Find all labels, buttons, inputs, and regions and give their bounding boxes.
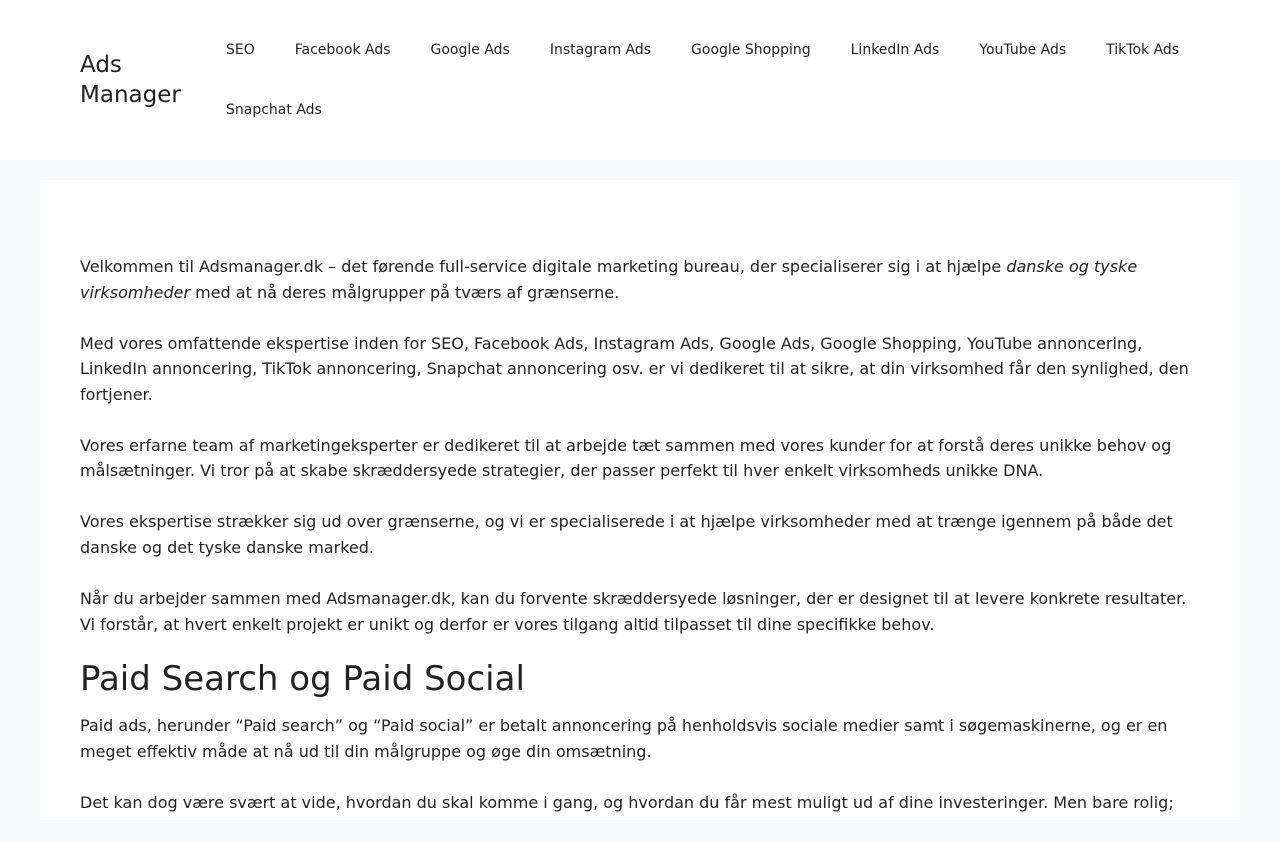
body-paragraph: Paid ads, herunder “Paid search” og “Paid social” er betalt annoncering på henholdsvis sociale medier samt i søgemaskinerne, og er en meget effektiv måde at nå ud til din målgruppe og øge din omsætning. [80, 716, 1168, 762]
intro-paragraph [80, 254, 1205, 305]
intro-emphasis: danske og tyske virksomheder [80, 257, 1138, 302]
nav-item-seo[interactable]: SEO [226, 42, 255, 58]
nav-item-tiktok-ads[interactable]: TikTok Ads [1106, 42, 1180, 58]
intro-text-end: med at nå deres målgrupper på tværs af grænserne. [190, 282, 620, 302]
nav-item-instagram-ads[interactable]: Instagram Ads [549, 42, 652, 58]
nav-list-item [1086, 20, 1199, 80]
intro-text-start: Velkommen til Adsmanager.dk – det førende full-service digitale marketing bureau, der specialiserer sig i at hjælpe [80, 257, 1007, 276]
nav-item-facebook-ads[interactable]: Facebook Ads [294, 42, 391, 58]
body-paragraph: Det kan dog være svært at vide, hvordan du skal komme i gang, og hvordan du får mest muligt ud af dine investeringer. Men bare rolig; [80, 793, 1174, 813]
nav-item-linkedin-ads[interactable]: LinkedIn Ads [850, 42, 940, 58]
body-paragraph: Med vores omfattende ekspertise inden for SEO, Facebook Ads, Instagram Ads, Google Ads, Google Shopping, YouTube annoncering, LinkedIn annoncering, TikTok annoncering, Snapchat annoncering osv. er vi dedikeret til at sikre, at din virksomhed får den synlighed, den fortjener. [80, 333, 1189, 404]
nav-item-google-ads[interactable]: Google Ads [430, 42, 510, 58]
nav-list-item [206, 80, 342, 140]
site-header [0, 0, 1280, 160]
nav-list-item [831, 20, 960, 80]
nav-item-snapchat-ads[interactable]: Snapchat Ads [226, 102, 322, 118]
main-navigation [206, 20, 1206, 140]
nav-list-item [959, 20, 1086, 80]
nav-item-google-shopping[interactable]: Google Shopping [691, 42, 811, 58]
nav-list-item [671, 20, 831, 80]
nav-list-item [275, 20, 411, 80]
content-card [40, 180, 1240, 820]
nav-list [206, 20, 1206, 140]
body-paragraph: Vores ekspertise strækker sig ud over grænserne, og vi er specialiserede i at hjælpe virksomheder med at trænge igennem på både det danske og det tyske danske marked. [80, 512, 1173, 557]
nav-list-item [530, 20, 671, 80]
nav-item-youtube-ads[interactable]: YouTube Ads [979, 42, 1067, 58]
body-paragraph: Vores erfarne team af marketingeksperter er dedikeret til at arbejde tæt sammen med vores kunder for at forstå deres unikke behov og målsætninger. Vi tror på at skabe skræddersyede strategier, der passer perfekt til hver enkelt virksomheds unikke DNA. [80, 435, 1172, 481]
nav-list-item [206, 20, 275, 80]
section-heading: Paid Search og Paid Social [80, 659, 525, 700]
body-paragraph: Når du arbejder sammen med Adsmanager.dk, kan du forvente skræddersyede løsninger, der er designet til at levere konkrete resultater. Vi forstår, at hvert enkelt projekt er unikt og derfor er vores tilgang altid tilpasset til dine specifikke behov. [80, 588, 1187, 634]
site-title-link[interactable]: Ads Manager [80, 52, 181, 108]
nav-list-item [411, 20, 530, 80]
entry-content [80, 254, 1205, 841]
